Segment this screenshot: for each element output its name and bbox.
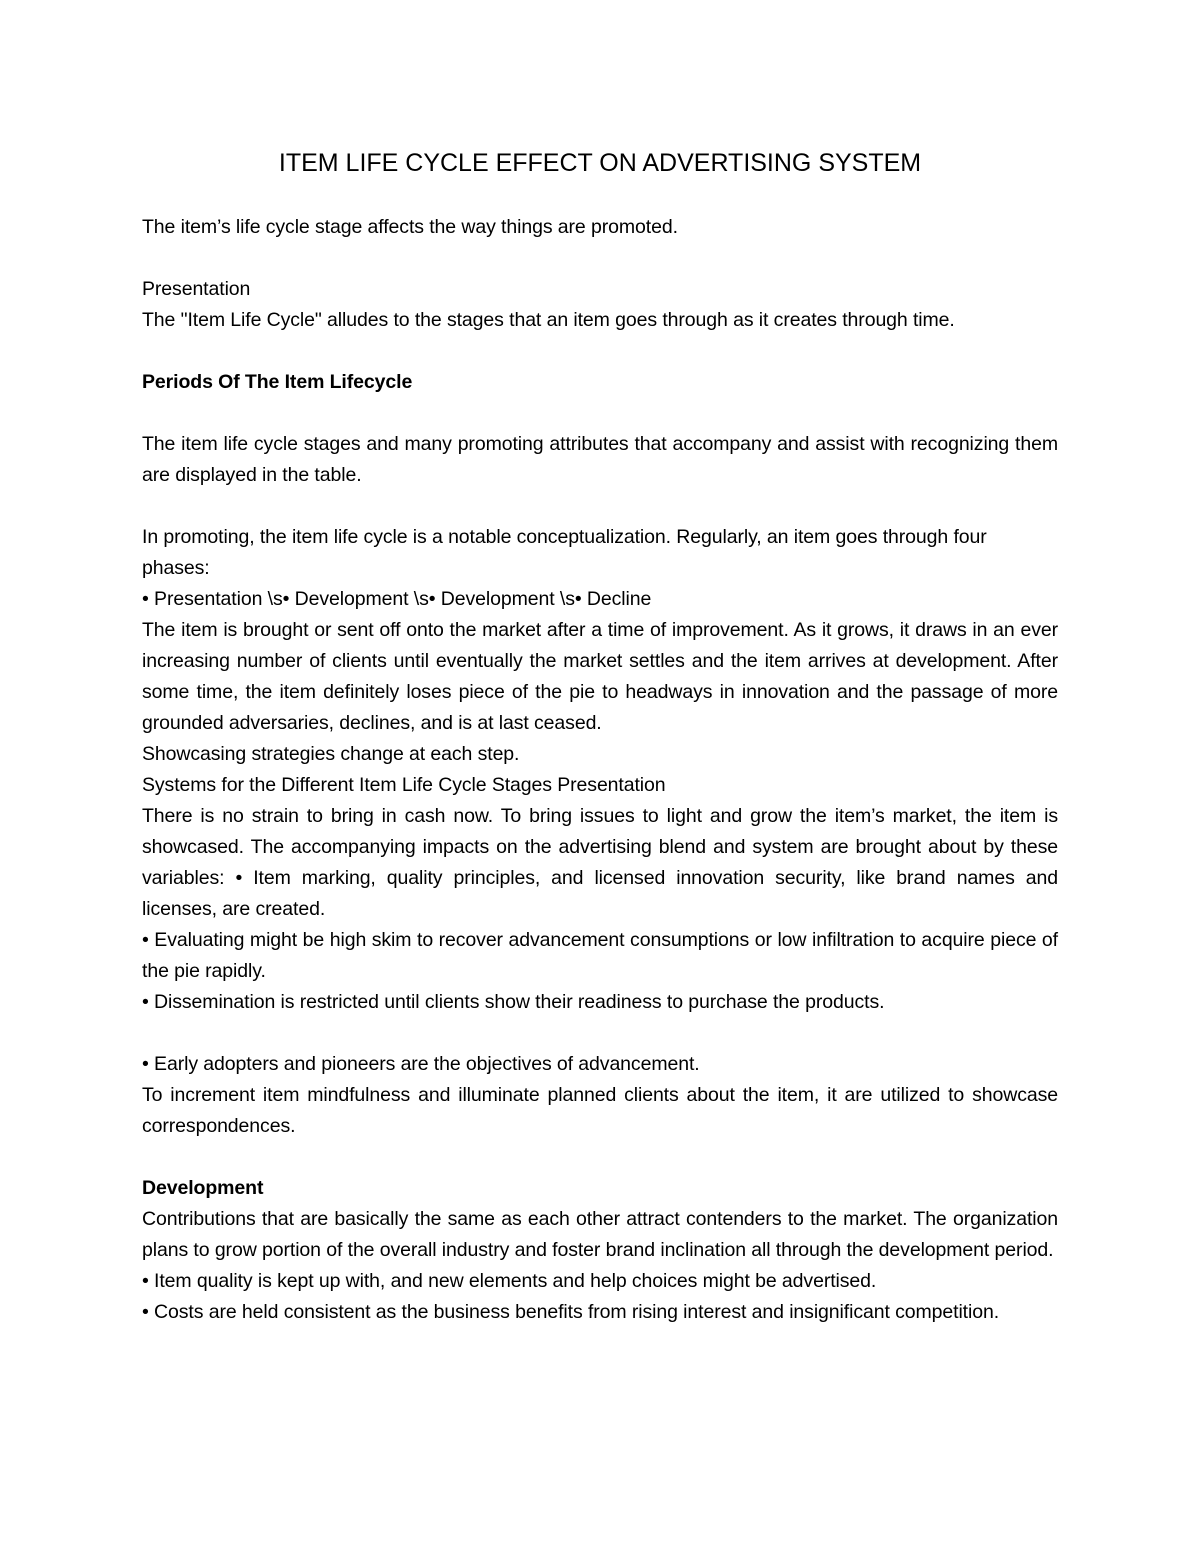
spacer [142, 243, 1058, 274]
spacer [142, 1018, 1058, 1049]
bullet-dissemination: • Dissemination is restricted until clients show their readiness to purchase the products. [142, 991, 885, 1013]
presentation-paragraph: The "Item Life Cycle" alludes to the stages that an item goes through as it creates through time. [142, 309, 955, 331]
intro-paragraph: The item’s life cycle stage affects the way things are promoted. [142, 216, 678, 238]
market-paragraph: The item is brought or sent off onto the market after a time of improvement. As it grows, it draws in an ever increasing number of clients until eventually the market settles and the item arrives at development. After some time, the item definitely loses piece of the pie to headways in innovation and the passage of more grounded adversaries, declines, and is at last ceased. [142, 619, 1058, 734]
bullet-early-adopters: • Early adopters and pioneers are the objectives of advancement. [142, 1053, 700, 1075]
document-title: ITEM LIFE CYCLE EFFECT ON ADVERTISING SYSTEM [278, 149, 922, 177]
increment-paragraph: To increment item mindfulness and illuminate planned clients about the item, it are utilized to showcase correspondences. [142, 1084, 1058, 1137]
strategies-line: Showcasing strategies change at each step. [142, 743, 520, 765]
spacer [142, 398, 1058, 429]
periods-paragraph: The item life cycle stages and many promoting attributes that accompany and assist with recognizing them are displayed in the table. [142, 433, 1058, 486]
spacer [142, 491, 1058, 522]
development-heading: Development [142, 1177, 264, 1199]
promoting-paragraph: In promoting, the item life cycle is a notable conceptualization. Regularly, an item goes through four phases: [142, 526, 987, 579]
development-paragraph: Contributions that are basically the same as each other attract contenders to the market. The organization plans to grow portion of the overall industry and foster brand inclination all through the development period. [142, 1208, 1058, 1261]
spacer [142, 1142, 1058, 1173]
spacer [142, 336, 1058, 367]
document-body [142, 145, 1058, 1328]
bullet-costs: • Costs are held consistent as the business benefits from rising interest and insignificant competition. [142, 1301, 1000, 1323]
presentation-heading: Presentation [142, 278, 251, 300]
periods-heading: Periods Of The Item Lifecycle [142, 371, 413, 393]
phases-list: • Presentation \s• Development \s• Development \s• Decline [142, 588, 652, 610]
bullet-evaluating: • Evaluating might be high skim to recover advancement consumptions or low infiltration to acquire piece of the pie rapidly. [142, 929, 1058, 982]
bullet-quality: • Item quality is kept up with, and new elements and help choices might be advertised. [142, 1270, 877, 1292]
systems-line: Systems for the Different Item Life Cycle Stages Presentation [142, 774, 666, 796]
strain-paragraph: There is no strain to bring in cash now. To bring issues to light and grow the item’s market, the item is showcased. The accompanying impacts on the advertising blend and system are brought about by these variables: • Item marking, quality principles, and licensed innovation security, like brand names and licenses, are created. [142, 805, 1058, 920]
